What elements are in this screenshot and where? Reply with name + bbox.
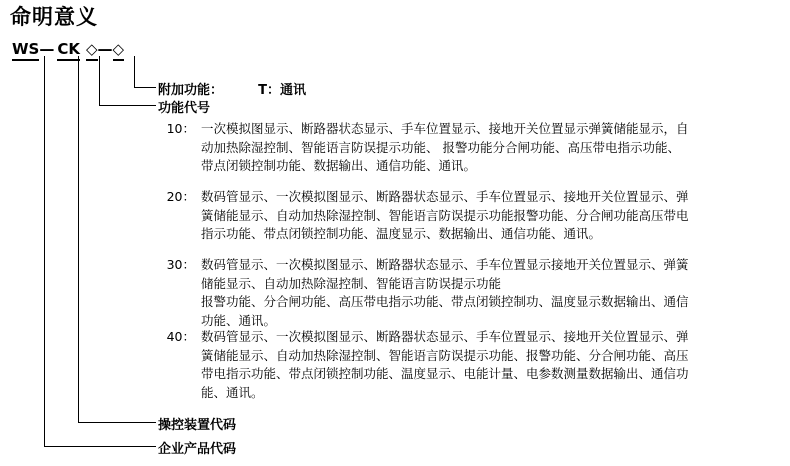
function-item-30-line-2: 储能显示、自动加热除湿控制、智能语言防误提示功能 <box>201 275 502 291</box>
function-item-30-body <box>201 256 775 330</box>
model-code-line <box>12 40 124 61</box>
function-item-10-line-1: 一次模拟图显示、断路器状态显示、手车位置显示、接地开关位置显示弹簧储能显示，自 <box>201 121 689 136</box>
code-diamond-2: ◇ <box>113 40 125 61</box>
callout-function-code <box>158 97 210 116</box>
function-item-40-line-3: 带电指示功能、带点闭锁控制功能、温度显示、电能计量、电参数测量数据输出、通信功 <box>201 366 689 381</box>
function-item-20-line-2: 簧储能显示、自动加热除湿控制、智能语言防误提示功能报警功能、分合闸功能高压带电 <box>201 207 689 223</box>
code-part-ck: CK <box>57 40 80 61</box>
function-item-10-body <box>201 120 775 176</box>
leader-hline-function-code <box>99 105 156 106</box>
code-part-ws: WS <box>12 40 39 61</box>
callout-extra-function <box>158 79 306 98</box>
function-item-30-line-1: 数码管显示、一次模拟图显示、断路器状态显示、手车位置显示接地开关位置显示、弹簧 <box>201 257 689 272</box>
function-item-10-line-2: 动加热除湿控制、智能语言防误提示功能、 报警功能分合闸功能、高压带电指示功能、 <box>201 139 680 155</box>
callout-function-code-label: 功能代号 <box>158 101 211 116</box>
leader-vline-function-code <box>99 56 100 105</box>
page-title: 命明意义 <box>10 5 98 29</box>
function-item-20 <box>165 188 775 244</box>
function-item-10-line-3: 带点闭锁控制功能、数据输出、通信功能、通讯。 <box>201 158 477 173</box>
function-item-40-line-1: 数码管显示、一次模拟图显示、断路器状态显示、手车位置显示、接地开关位置显示、弹 <box>201 329 689 344</box>
callout-extra-function-value: T：通讯 <box>258 83 306 98</box>
function-item-40-line-4: 能、通讯。 <box>201 384 264 400</box>
function-item-10-number: 10： <box>166 121 195 136</box>
leader-hline-enterprise-code <box>44 446 156 447</box>
callout-extra-function-label: 附加功能： <box>158 83 224 98</box>
function-item-20-line-1: 数码管显示、一次模拟图显示、断路器状态显示、手车位置显示、接地开关位置显示、弹 <box>201 189 689 204</box>
code-diamond-1: ◇ <box>86 40 98 61</box>
function-item-10 <box>165 120 775 176</box>
function-item-30 <box>165 256 775 330</box>
callout-enterprise-product-code-label: 企业产品代码 <box>158 442 237 457</box>
leader-vline-extra-function <box>134 56 135 87</box>
function-item-40-body <box>201 328 775 402</box>
leader-hline-control-device <box>78 422 156 423</box>
function-item-30-line-3: 报警功能、分合闸功能、高压带电指示功能、带点闭锁控制功、温度显示数据输出、通信 <box>201 294 689 309</box>
callout-control-device-code-label: 操控装置代码 <box>158 418 237 433</box>
function-item-20-body <box>201 188 775 244</box>
code-link-dash: — <box>97 40 113 58</box>
leader-vline-control-device <box>78 56 79 422</box>
leader-hline-extra-function <box>134 87 156 88</box>
function-item-30-number: 30： <box>166 257 195 272</box>
function-item-40-number: 40： <box>166 329 195 344</box>
function-item-40-line-2: 簧储能显示、自动加热除湿控制、智能语言防误提示功能、报警功能、分合闸功能、高压 <box>201 347 689 363</box>
function-item-20-number: 20： <box>166 189 195 204</box>
function-item-30-line-4: 功能、通讯。 <box>201 312 277 328</box>
function-item-20-line-3: 指示功能、带点闭锁控制功能、温度显示、数据输出、通信功能、通讯。 <box>201 226 602 241</box>
callout-control-device-code <box>158 414 236 433</box>
code-dash: — <box>39 40 55 58</box>
function-item-40 <box>165 328 775 402</box>
leader-vline-enterprise-code <box>44 56 45 446</box>
callout-enterprise-product-code <box>158 438 236 457</box>
